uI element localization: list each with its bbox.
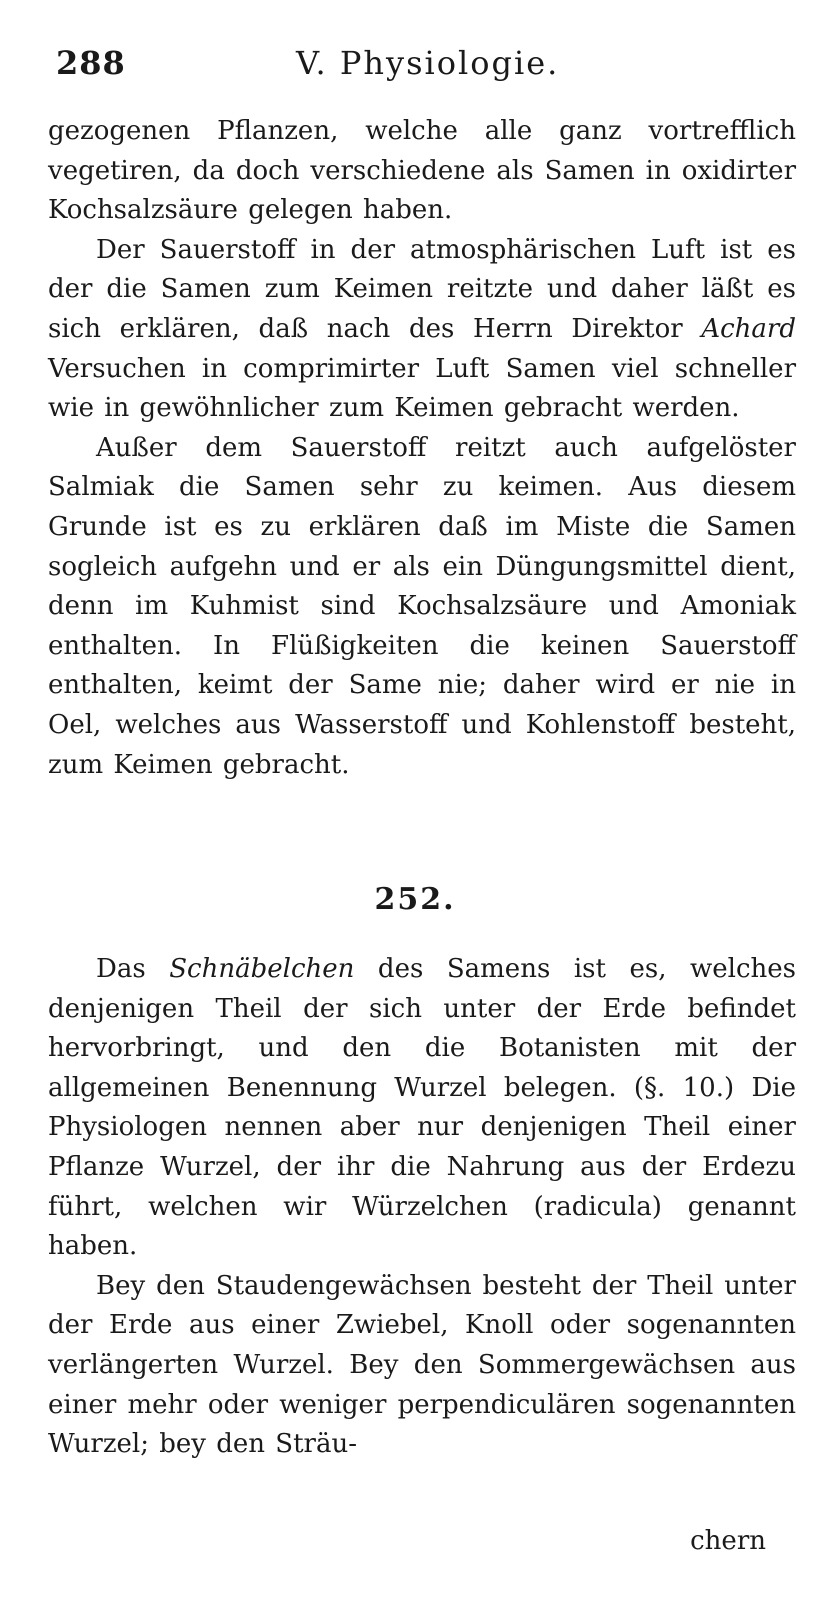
paragraph-sauerstoff: [48, 231, 796, 429]
catchword: chern: [690, 1526, 766, 1556]
running-head: V. Physiologie.: [296, 44, 560, 82]
section-number: 252.: [374, 882, 456, 917]
paragraph-text: des Samens ist es, welches denjenigen Theil der sich unter der Erde befindet hervorbringt, und den die Botanisten mit der allgemeinen Benennung Wurzel belegen. (§. 10.) Die Physiologen nennen aber nur denjenigen Theil einer Pflanze Wurzel, der ihr die Nahrung aus der Erdezu führt, welchen wir Würzelchen (radicula) genannt haben.: [48, 954, 796, 1262]
paragraph-text: Der Sauerstoff in der atmosphärischen Luft ist es der die Samen zum Keimen reitzte und daher läßt es sich erklären, daß nach des Herrn Direktor: [48, 234, 796, 344]
person-name-achard: Achard: [701, 313, 796, 344]
text-section-continued: [48, 112, 796, 785]
paragraph-text: Das: [96, 954, 170, 984]
term-schnaebelchen: Schnäbelchen: [169, 954, 355, 984]
paragraph-continued: gezogenen Pflanzen, welche alle ganz vortrefflich vegetiren, da doch verschiedene als Samen in oxidirter Kochsalzsäure gelegen haben.: [48, 116, 796, 226]
paragraph-schnaebelchen: [48, 950, 796, 1267]
page-number: 288: [56, 44, 126, 82]
page-header: [56, 44, 786, 94]
paragraph-staudengewaechse: Bey den Staudengewächsen besteht der Theil unter der Erde aus einer Zwiebel, Knoll oder sogenannten verlängerten Wurzel. Bey den Sommergewächsen aus einer mehr oder weniger perpendiculären sogenannten Wurzel; bey den Sträu-: [48, 1270, 796, 1460]
text-section-252: [48, 950, 796, 1465]
paragraph-salmiak: Außer dem Sauerstoff reitzt auch aufgelöster Salmiak die Samen sehr zu keimen. Aus diesem Grunde ist es zu erklären daß im Miste die Samen sogleich aufgehn und er als ein Düngungsmittel dient, denn im Kuhmist sind Kochsalzsäure und Amoniak enthalten. In Flüßigkeiten die keinen Sauerstoff enthalten, keimt der Same nie; daher wird er nie in Oel, welches aus Wasserstoff und Kohlenstoff besteht, zum Keimen gebracht.: [48, 432, 796, 780]
paragraph-text: Versuchen in comprimirter Luft Samen viel schneller wie in gewöhnlicher zum Keimen gebracht werden.: [48, 353, 796, 424]
